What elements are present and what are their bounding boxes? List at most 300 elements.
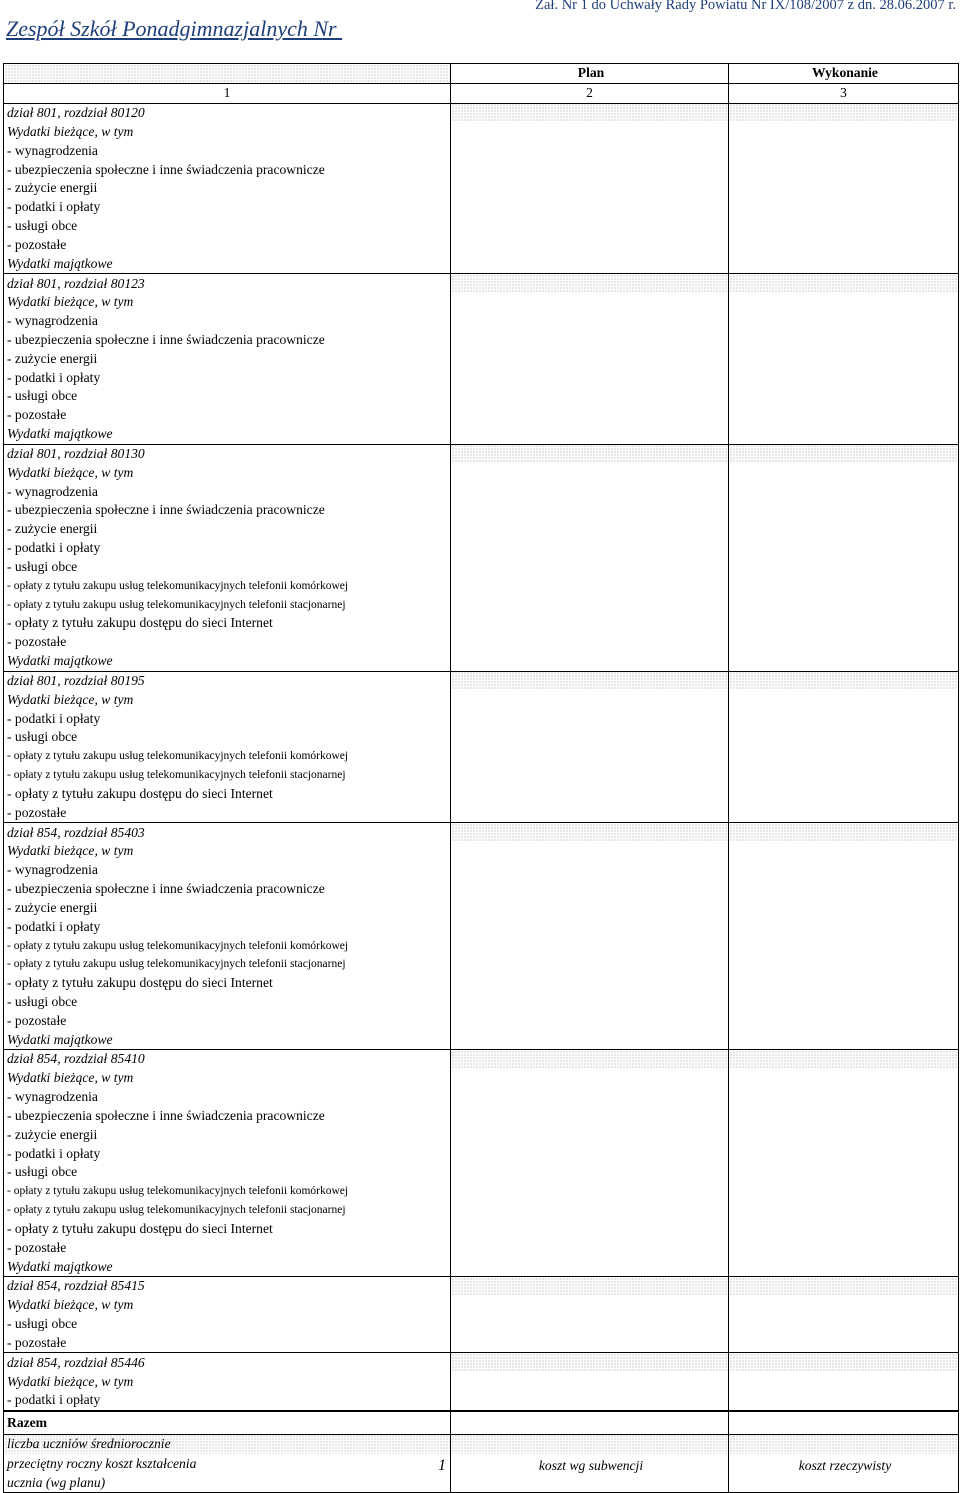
- row-label: - pozostałe: [4, 1333, 451, 1352]
- table-row: [4, 1011, 959, 1030]
- wykonanie-cell: [729, 463, 959, 482]
- section-header-row: [4, 1277, 959, 1296]
- plan-cell: [451, 539, 729, 558]
- row-label: - wynagrodzenia: [4, 312, 451, 331]
- school-title: Zespół Szkół Ponadgimnazjalnych Nr: [6, 16, 343, 41]
- wykonanie-cell: [729, 501, 959, 520]
- table-row: [4, 1238, 959, 1257]
- students-row: [4, 1434, 959, 1453]
- plan-cell: [451, 1125, 729, 1144]
- table-row: [4, 387, 959, 406]
- total-wykonanie-cell: [729, 1411, 959, 1435]
- row-label: - pozostałe: [4, 406, 451, 425]
- section-title: dział 854, rozdział 85415: [4, 1277, 451, 1296]
- plan-cell: [451, 974, 729, 993]
- wykonanie-cell: [729, 274, 959, 293]
- table-row: [4, 652, 959, 671]
- row-label: - usługi obce: [4, 1315, 451, 1334]
- row-label: - podatki i opłaty: [4, 539, 451, 558]
- table-row: [4, 1296, 959, 1315]
- plan-cell: [451, 614, 729, 633]
- plan-cell: [451, 955, 729, 974]
- wykonanie-cell: [729, 1125, 959, 1144]
- table-row: [4, 766, 959, 785]
- plan-cell: [451, 576, 729, 595]
- table-row: [4, 917, 959, 936]
- wykonanie-cell: [729, 614, 959, 633]
- wykonanie-cell: [729, 842, 959, 861]
- wykonanie-cell: [729, 690, 959, 709]
- plan-cell: [451, 1391, 729, 1411]
- row-label: Wydatki bieżące, w tym: [4, 463, 451, 482]
- plan-cell: [451, 1238, 729, 1257]
- row-label: - opłaty z tytułu zakupu dostępu do sieci Internet: [4, 614, 451, 633]
- row-label: - opłaty z tytułu zakupu dostępu do sieci Internet: [4, 1220, 451, 1239]
- row-label: - opłaty z tytułu zakupu usług telekomunikacyjnych telefonii stacjonarnej: [4, 595, 451, 614]
- section-title: dział 854, rozdział 85403: [4, 823, 451, 842]
- wykonanie-cell: [729, 709, 959, 728]
- table-row: [4, 463, 959, 482]
- plan-cell: [451, 1088, 729, 1107]
- row-label: Wydatki bieżące, w tym: [4, 293, 451, 312]
- row-label: - pozostałe: [4, 235, 451, 254]
- wykonanie-cell: [729, 103, 959, 122]
- plan-cell: [451, 803, 729, 822]
- row-label: Wydatki bieżące, w tym: [4, 1296, 451, 1315]
- plan-cell: [451, 1353, 729, 1372]
- wykonanie-cell: [729, 331, 959, 350]
- row-label: - wynagrodzenia: [4, 861, 451, 880]
- plan-cell: [451, 993, 729, 1012]
- plan-cell: [451, 936, 729, 955]
- plan-cell: [451, 160, 729, 179]
- wykonanie-cell: [729, 671, 959, 690]
- wykonanie-cell: [729, 406, 959, 425]
- attachment-note: Zał. Nr 1 do Uchwały Rady Powiatu Nr IX/108/2007 z dn. 28.06.2007 r.: [535, 0, 956, 13]
- table-row: [4, 842, 959, 861]
- section-title: dział 801, rozdział 80123: [4, 274, 451, 293]
- wykonanie-cell: [729, 880, 959, 899]
- col-number-1: 1: [4, 83, 451, 103]
- table-row: [4, 1107, 959, 1126]
- row-label: - pozostałe: [4, 1238, 451, 1257]
- wykonanie-cell: [729, 122, 959, 141]
- plan-cell: [451, 482, 729, 501]
- plan-cell: [451, 861, 729, 880]
- wykonanie-cell: [729, 141, 959, 160]
- column-header-row: [4, 64, 959, 84]
- wykonanie-cell: [729, 558, 959, 577]
- row-label: - usługi obce: [4, 1163, 451, 1182]
- table-row: [4, 520, 959, 539]
- wykonanie-cell: [729, 368, 959, 387]
- plan-cell: [451, 1069, 729, 1088]
- plan-cell: [451, 880, 729, 899]
- row-label: - usługi obce: [4, 728, 451, 747]
- wykonanie-cell: [729, 1201, 959, 1220]
- wykonanie-cell: [729, 917, 959, 936]
- table-row: [4, 217, 959, 236]
- row-label: Wydatki bieżące, w tym: [4, 122, 451, 141]
- row-label: - podatki i opłaty: [4, 917, 451, 936]
- row-label: - opłaty z tytułu zakupu usług telekomunikacyjnych telefonii stacjonarnej: [4, 955, 451, 974]
- table-row: [4, 595, 959, 614]
- table-row: [4, 160, 959, 179]
- wykonanie-cell: [729, 520, 959, 539]
- row-label: - usługi obce: [4, 217, 451, 236]
- table-row: [4, 709, 959, 728]
- row-label: Wydatki majątkowe: [4, 1257, 451, 1276]
- plan-cell: [451, 274, 729, 293]
- plan-cell: [451, 1030, 729, 1049]
- plan-cell: [451, 784, 729, 803]
- section-title: dział 801, rozdział 80130: [4, 444, 451, 463]
- plan-cell: [451, 1257, 729, 1276]
- table-row: [4, 141, 959, 160]
- plan-cell: [451, 312, 729, 331]
- table-row: [4, 576, 959, 595]
- cost-number: 1: [438, 1456, 446, 1474]
- plan-cell: [451, 823, 729, 842]
- plan-cell: [451, 501, 729, 520]
- plan-cell: [451, 1296, 729, 1315]
- cost-label-line2: ucznia (wg planu): [7, 1474, 106, 1490]
- table-row: [4, 861, 959, 880]
- wykonanie-cell: [729, 1257, 959, 1276]
- wykonanie-cell: [729, 861, 959, 880]
- plan-cell: [451, 671, 729, 690]
- wykonanie-cell: [729, 1144, 959, 1163]
- table-row: [4, 614, 959, 633]
- plan-cell: [451, 728, 729, 747]
- wykonanie-cell: [729, 349, 959, 368]
- col-number-2: 2: [451, 83, 729, 103]
- cost-label-cell: [4, 1454, 451, 1493]
- row-label: - podatki i opłaty: [4, 709, 451, 728]
- row-label: - wynagrodzenia: [4, 482, 451, 501]
- wykonanie-cell: [729, 652, 959, 671]
- plan-cell: [451, 595, 729, 614]
- table-row: [4, 539, 959, 558]
- wykonanie-cell: [729, 444, 959, 463]
- row-label: - podatki i opłaty: [4, 1144, 451, 1163]
- section-title: dział 854, rozdział 85410: [4, 1050, 451, 1069]
- table-row: [4, 198, 959, 217]
- row-label: - zużycie energii: [4, 1125, 451, 1144]
- plan-cell: [451, 747, 729, 766]
- col-header-plan: Plan: [451, 64, 729, 84]
- wykonanie-cell: [729, 482, 959, 501]
- row-label: - podatki i opłaty: [4, 368, 451, 387]
- table-row: [4, 368, 959, 387]
- plan-cell: [451, 690, 729, 709]
- section-header-row: [4, 274, 959, 293]
- plan-cell: [451, 633, 729, 652]
- table-row: [4, 1220, 959, 1239]
- col-header-wykonanie: Wykonanie: [729, 64, 959, 84]
- plan-cell: [451, 652, 729, 671]
- row-label: Wydatki majątkowe: [4, 254, 451, 273]
- table-row: [4, 331, 959, 350]
- plan-cell: [451, 217, 729, 236]
- row-label: - ubezpieczenia społeczne i inne świadczenia pracownicze: [4, 501, 451, 520]
- wykonanie-cell: [729, 1069, 959, 1088]
- plan-cell: [451, 198, 729, 217]
- table-row: [4, 312, 959, 331]
- row-label: Wydatki bieżące, w tym: [4, 1372, 451, 1391]
- table-row: [4, 349, 959, 368]
- plan-cell: [451, 917, 729, 936]
- row-label: - opłaty z tytułu zakupu usług telekomunikacyjnych telefonii komórkowej: [4, 576, 451, 595]
- plan-cell: [451, 179, 729, 198]
- row-label: Wydatki bieżące, w tym: [4, 1069, 451, 1088]
- plan-cell: [451, 235, 729, 254]
- plan-cell: [451, 1201, 729, 1220]
- budget-table-body: [4, 64, 959, 1493]
- table-row: [4, 803, 959, 822]
- row-label: - opłaty z tytułu zakupu dostępu do sieci Internet: [4, 784, 451, 803]
- row-label: - opłaty z tytułu zakupu usług telekomunikacyjnych telefonii komórkowej: [4, 1182, 451, 1201]
- plan-cell: [451, 406, 729, 425]
- plan-cell: [451, 766, 729, 785]
- wykonanie-cell: [729, 425, 959, 444]
- wykonanie-cell: [729, 254, 959, 273]
- col-number-3: 3: [729, 83, 959, 103]
- wykonanie-cell: [729, 293, 959, 312]
- row-label: Wydatki bieżące, w tym: [4, 842, 451, 861]
- section-header-row: [4, 671, 959, 690]
- table-row: [4, 955, 959, 974]
- actual-cost-label: koszt rzeczywisty: [729, 1454, 959, 1493]
- table-row: [4, 425, 959, 444]
- table-row: [4, 1391, 959, 1411]
- section-header-row: [4, 1050, 959, 1069]
- wykonanie-cell: [729, 179, 959, 198]
- row-label: - ubezpieczenia społeczne i inne świadczenia pracownicze: [4, 1107, 451, 1126]
- plan-cell: [451, 1315, 729, 1334]
- table-row: [4, 974, 959, 993]
- table-row: [4, 1030, 959, 1049]
- table-row: [4, 1163, 959, 1182]
- wykonanie-cell: [729, 1182, 959, 1201]
- wykonanie-cell: [729, 955, 959, 974]
- table-row: [4, 1315, 959, 1334]
- table-row: [4, 1088, 959, 1107]
- table-row: [4, 1201, 959, 1220]
- wykonanie-cell: [729, 1107, 959, 1126]
- table-row: [4, 1333, 959, 1352]
- row-label: - zużycie energii: [4, 520, 451, 539]
- row-label: - pozostałe: [4, 1011, 451, 1030]
- plan-cell: [451, 103, 729, 122]
- plan-cell: [451, 331, 729, 350]
- subsidy-cost-label: koszt wg subwencji: [451, 1454, 729, 1493]
- table-row: [4, 936, 959, 955]
- row-label: - ubezpieczenia społeczne i inne świadczenia pracownicze: [4, 331, 451, 350]
- table-row: [4, 254, 959, 273]
- total-label: Razem: [4, 1411, 451, 1435]
- wykonanie-cell: [729, 633, 959, 652]
- row-label: - usługi obce: [4, 558, 451, 577]
- wykonanie-cell: [729, 387, 959, 406]
- plan-cell: [451, 558, 729, 577]
- total-row: [4, 1411, 959, 1435]
- wykonanie-cell: [729, 595, 959, 614]
- table-row: [4, 898, 959, 917]
- section-title: dział 801, rozdział 80120: [4, 103, 451, 122]
- table-row: [4, 179, 959, 198]
- row-label: - zużycie energii: [4, 349, 451, 368]
- wykonanie-cell: [729, 784, 959, 803]
- table-row: [4, 1372, 959, 1391]
- row-label: - wynagrodzenia: [4, 1088, 451, 1107]
- wykonanie-cell: [729, 823, 959, 842]
- section-header-row: [4, 823, 959, 842]
- wykonanie-cell: [729, 1011, 959, 1030]
- plan-cell: [451, 122, 729, 141]
- table-row: [4, 293, 959, 312]
- wykonanie-cell: [729, 728, 959, 747]
- section-title: dział 801, rozdział 80195: [4, 671, 451, 690]
- section-header-row: [4, 103, 959, 122]
- table-row: [4, 235, 959, 254]
- plan-cell: [451, 1011, 729, 1030]
- plan-cell: [451, 1163, 729, 1182]
- wykonanie-cell: [729, 1277, 959, 1296]
- table-row: [4, 501, 959, 520]
- row-label: - podatki i opłaty: [4, 198, 451, 217]
- plan-cell: [451, 444, 729, 463]
- plan-cell: [451, 1372, 729, 1391]
- wykonanie-cell: [729, 766, 959, 785]
- wykonanie-cell: [729, 803, 959, 822]
- section-title: dział 854, rozdział 85446: [4, 1353, 451, 1372]
- wykonanie-cell: [729, 1296, 959, 1315]
- row-label: Wydatki majątkowe: [4, 1030, 451, 1049]
- table-row: [4, 482, 959, 501]
- wykonanie-cell: [729, 974, 959, 993]
- wykonanie-cell: [729, 160, 959, 179]
- wykonanie-cell: [729, 1333, 959, 1352]
- table-row: [4, 728, 959, 747]
- wykonanie-cell: [729, 198, 959, 217]
- table-row: [4, 406, 959, 425]
- wykonanie-cell: [729, 1030, 959, 1049]
- plan-cell: [451, 463, 729, 482]
- cost-row: [4, 1454, 959, 1493]
- plan-cell: [451, 1182, 729, 1201]
- wykonanie-cell: [729, 1220, 959, 1239]
- wykonanie-cell: [729, 1238, 959, 1257]
- wykonanie-cell: [729, 1050, 959, 1069]
- table-row: [4, 1069, 959, 1088]
- table-row: [4, 690, 959, 709]
- plan-cell: [451, 425, 729, 444]
- plan-cell: [451, 1220, 729, 1239]
- plan-cell: [451, 520, 729, 539]
- plan-cell: [451, 709, 729, 728]
- col-header-label: [4, 64, 451, 84]
- plan-cell: [451, 1107, 729, 1126]
- row-label: Wydatki majątkowe: [4, 652, 451, 671]
- row-label: - ubezpieczenia społeczne i inne świadczenia pracownicze: [4, 160, 451, 179]
- students-label: liczba uczniów średniorocznie: [4, 1434, 451, 1453]
- row-label: - zużycie energii: [4, 898, 451, 917]
- wykonanie-cell: [729, 576, 959, 595]
- table-row: [4, 1125, 959, 1144]
- students-plan-cell: [451, 1434, 729, 1453]
- wykonanie-cell: [729, 1315, 959, 1334]
- wykonanie-cell: [729, 936, 959, 955]
- table-row: [4, 122, 959, 141]
- table-row: [4, 558, 959, 577]
- row-label: - usługi obce: [4, 993, 451, 1012]
- wykonanie-cell: [729, 539, 959, 558]
- row-label: - wynagrodzenia: [4, 141, 451, 160]
- wykonanie-cell: [729, 235, 959, 254]
- wykonanie-cell: [729, 1088, 959, 1107]
- total-plan-cell: [451, 1411, 729, 1435]
- plan-cell: [451, 1050, 729, 1069]
- budget-table: [3, 63, 959, 1493]
- row-label: - opłaty z tytułu zakupu usług telekomunikacyjnych telefonii stacjonarnej: [4, 766, 451, 785]
- plan-cell: [451, 1277, 729, 1296]
- row-label: - usługi obce: [4, 387, 451, 406]
- table-row: [4, 747, 959, 766]
- wykonanie-cell: [729, 898, 959, 917]
- table-row: [4, 784, 959, 803]
- wykonanie-cell: [729, 1391, 959, 1411]
- wykonanie-cell: [729, 1372, 959, 1391]
- plan-cell: [451, 293, 729, 312]
- students-wykonanie-cell: [729, 1434, 959, 1453]
- wykonanie-cell: [729, 747, 959, 766]
- plan-cell: [451, 141, 729, 160]
- table-row: [4, 993, 959, 1012]
- wykonanie-cell: [729, 1163, 959, 1182]
- wykonanie-cell: [729, 1353, 959, 1372]
- row-label: - podatki i opłaty: [4, 1391, 451, 1411]
- plan-cell: [451, 842, 729, 861]
- section-header-row: [4, 1353, 959, 1372]
- table-row: [4, 633, 959, 652]
- plan-cell: [451, 898, 729, 917]
- column-number-row: [4, 83, 959, 103]
- row-label: Wydatki bieżące, w tym: [4, 690, 451, 709]
- wykonanie-cell: [729, 312, 959, 331]
- plan-cell: [451, 387, 729, 406]
- row-label: - zużycie energii: [4, 179, 451, 198]
- row-label: Wydatki majątkowe: [4, 425, 451, 444]
- table-row: [4, 880, 959, 899]
- row-label: - opłaty z tytułu zakupu usług telekomunikacyjnych telefonii komórkowej: [4, 747, 451, 766]
- row-label: - opłaty z tytułu zakupu usług telekomunikacyjnych telefonii stacjonarnej: [4, 1201, 451, 1220]
- plan-cell: [451, 368, 729, 387]
- section-header-row: [4, 444, 959, 463]
- row-label: - pozostałe: [4, 803, 451, 822]
- plan-cell: [451, 349, 729, 368]
- wykonanie-cell: [729, 217, 959, 236]
- cost-label-line1: przeciętny roczny koszt kształcenia: [7, 1455, 197, 1471]
- plan-cell: [451, 1333, 729, 1352]
- plan-cell: [451, 1144, 729, 1163]
- plan-cell: [451, 254, 729, 273]
- row-label: - pozostałe: [4, 633, 451, 652]
- row-label: - ubezpieczenia społeczne i inne świadczenia pracownicze: [4, 880, 451, 899]
- row-label: - opłaty z tytułu zakupu usług telekomunikacyjnych telefonii komórkowej: [4, 936, 451, 955]
- table-row: [4, 1182, 959, 1201]
- table-row: [4, 1257, 959, 1276]
